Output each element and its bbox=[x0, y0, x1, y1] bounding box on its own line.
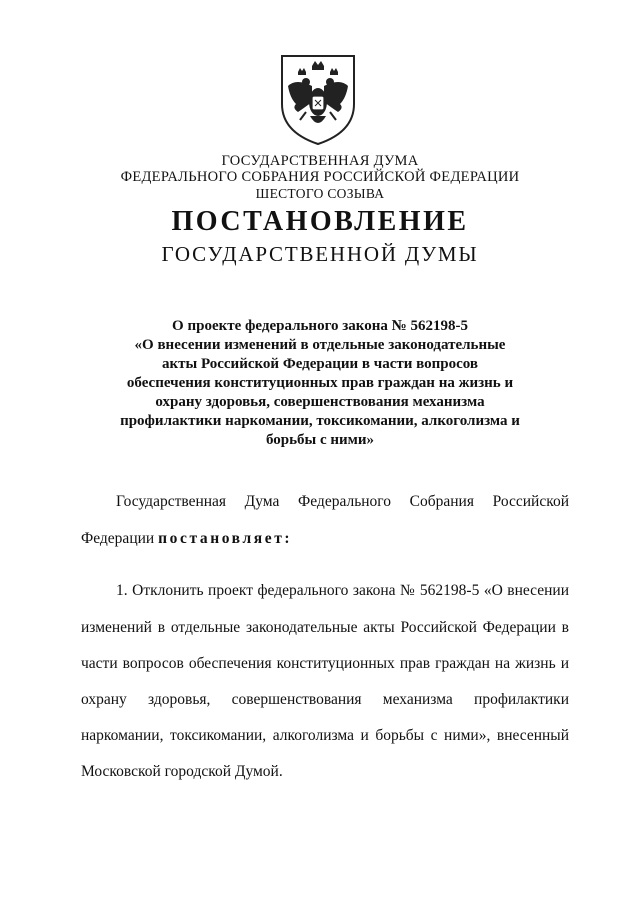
document-type-title: ПОСТАНОВЛЕНИЕ bbox=[171, 206, 469, 237]
header-chamber: ГОСУДАРСТВЕННАЯ ДУМА bbox=[221, 153, 419, 169]
subject-line: охрану здоровья, совершенствования механизма bbox=[155, 394, 485, 410]
subject-line: акты Российской Федерации в части вопросов bbox=[161, 356, 479, 372]
item1-line: охрану здоровья, совершенствования механизма профилактики bbox=[81, 691, 569, 708]
preamble-line bbox=[81, 530, 569, 548]
preamble-line: Государственная Дума Федерального Собрания Российской bbox=[116, 493, 569, 510]
subject-line: обеспечения конституционных прав граждан на жизнь и bbox=[126, 375, 514, 391]
item1-line: изменений в отдельные законодательные акты Российской Федерации в bbox=[81, 619, 569, 636]
preamble-subject: Федерации bbox=[81, 530, 155, 547]
item1-line: наркомании, токсикомании, алкоголизма и борьбы с ними», внесенный bbox=[81, 727, 569, 744]
subject-line: «О внесении изменений в отдельные законодательные bbox=[134, 337, 506, 353]
item1-line: 1. Отклонить проект федерального закона № 562198-5 «О внесении bbox=[116, 582, 569, 599]
header-convocation: ШЕСТОГО СОЗЫВА bbox=[255, 186, 385, 201]
item1-line: части вопросов обеспечения конституционных прав граждан на жизнь и bbox=[81, 655, 569, 672]
header-assembly: ФЕДЕРАЛЬНОГО СОБРАНИЯ РОССИЙСКОЙ ФЕДЕРАЦИИ bbox=[120, 169, 520, 185]
coat-of-arms-emblem bbox=[276, 52, 360, 148]
subject-line: профилактики наркомании, токсикомании, алкоголизма и bbox=[120, 413, 520, 429]
subject-line: О проекте федерального закона № 562198-5 bbox=[172, 318, 468, 334]
document-issuer-title: ГОСУДАРСТВЕННОЙ ДУМЫ bbox=[161, 242, 479, 266]
item1-line: Московской городской Думой. bbox=[81, 763, 283, 780]
preamble-verb: постановляет: bbox=[158, 530, 293, 547]
subject-line: борьбы с ними» bbox=[265, 432, 375, 448]
